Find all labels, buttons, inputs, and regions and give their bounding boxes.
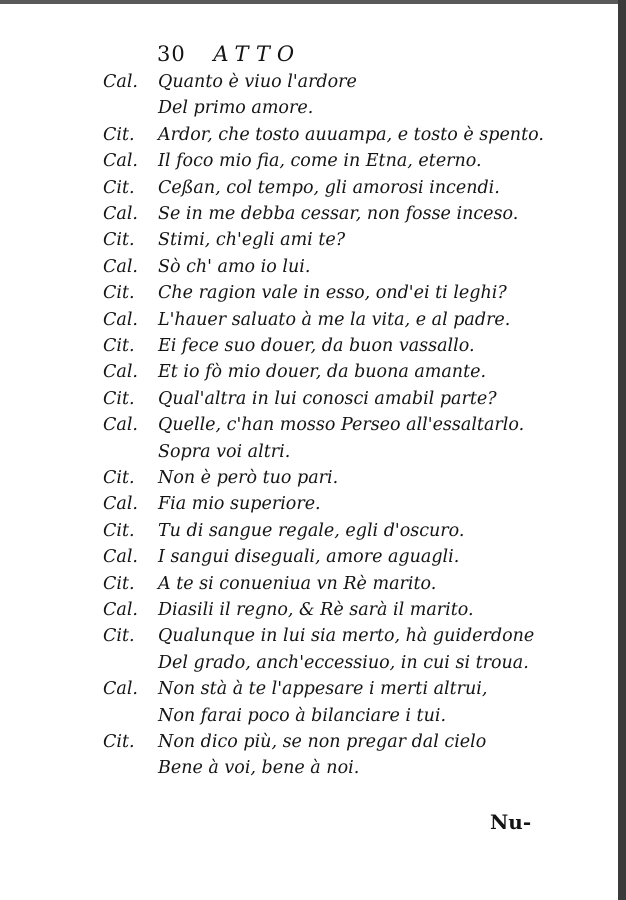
verse-text: Sopra voi altri.	[158, 441, 291, 462]
speaker-label: Cit.	[103, 388, 135, 409]
speaker-label: Cal.	[103, 309, 138, 330]
dialogue-line	[0, 574, 600, 600]
dialogue-line	[0, 732, 600, 758]
verse-text: Il foco mio fia, come in Etna, eterno.	[158, 151, 482, 172]
dialogue-line	[0, 72, 600, 98]
dialogue-line	[0, 547, 600, 573]
verse-text: Ceßan, col tempo, gli amorosi incendi.	[158, 177, 500, 198]
dialogue-line	[0, 442, 600, 468]
speaker-label: Cit.	[103, 283, 135, 304]
speaker-label: Cit.	[103, 626, 135, 647]
verse-text: Bene à voi, bene à noi.	[158, 758, 360, 779]
dialogue-line	[0, 758, 600, 784]
speaker-label: Cal.	[103, 151, 138, 172]
speaker-label: Cit.	[103, 177, 135, 198]
dialogue-line	[0, 230, 600, 256]
dialogue-line	[0, 494, 600, 520]
dialogue-line	[0, 151, 600, 177]
verse-text: Non stà à te l'appesare i merti altrui,	[158, 679, 488, 700]
verse-text: Ei fece suo douer, da buon vassallo.	[158, 336, 475, 356]
verse-text: Non farai poco à bilanciare i tui.	[158, 705, 447, 726]
dialogue-line	[0, 679, 600, 705]
verse-text: Qualunque in lui sia merto, hà guiderdone	[158, 626, 535, 647]
verse-text: Diasili il regno, & Rè sarà il marito.	[158, 600, 474, 620]
verse-text: Ardor, che tosto auuampa, e tosto è spento.	[158, 124, 544, 145]
speaker-label: Cit.	[103, 230, 135, 251]
speaker-label: Cit.	[103, 732, 135, 752]
verse-text: Non è però tuo pari.	[158, 468, 339, 488]
speaker-label: Cal.	[103, 600, 138, 620]
dialogue-line	[0, 204, 600, 230]
catchword: Nu-	[490, 810, 532, 834]
dialogue-line	[0, 389, 600, 415]
page-top-edge	[0, 0, 626, 4]
dialogue-line	[0, 653, 600, 679]
dialogue-line	[0, 283, 600, 309]
dialogue-line	[0, 336, 600, 362]
verse-text: Che ragion vale in esso, ond'ei ti leghi?	[158, 283, 507, 304]
dialogue-line	[0, 362, 600, 388]
dialogue-line	[0, 415, 600, 441]
verse-text: Quelle, c'han mosso Perseo all'essaltarlo.	[158, 415, 525, 436]
verse-text: I sangui diseguali, amore aguagli.	[158, 547, 460, 568]
dialogue-line	[0, 178, 600, 204]
verse-text: Del primo amore.	[158, 98, 314, 119]
page-number: 30	[157, 42, 186, 66]
speaker-label: Cal.	[103, 494, 138, 515]
verse-text: Non dico più, se non pregar dal cielo	[158, 732, 487, 752]
speaker-label: Cal.	[103, 204, 138, 224]
speaker-label: Cit.	[103, 468, 135, 488]
speaker-label: Cit.	[103, 336, 135, 356]
running-head	[157, 42, 301, 66]
speaker-label: Cal.	[103, 547, 138, 568]
verse-text: Qual'altra in lui conosci amabil parte?	[158, 388, 497, 409]
verse-text: Fia mio superiore.	[158, 494, 321, 515]
speaker-label: Cit.	[103, 520, 135, 541]
verse-text: L'hauer saluato à me la vita, e al padre.	[158, 309, 511, 330]
verse-text: Tu di sangue regale, egli d'oscuro.	[158, 520, 465, 541]
dialogue-line	[0, 468, 600, 494]
speaker-label: Cal.	[103, 72, 138, 92]
dialogue-line	[0, 125, 600, 151]
speaker-label: Cal.	[103, 679, 138, 700]
verse-text: A te si conueniua vn Rè marito.	[158, 573, 437, 594]
speaker-label: Cal.	[103, 256, 138, 277]
dialogue-line	[0, 626, 600, 652]
verse-text: Quanto è viuo l'ardore	[158, 72, 357, 92]
verse-text: Se in me debba cessar, non fosse inceso.	[158, 204, 519, 224]
speaker-label: Cit.	[103, 124, 135, 145]
dialogue-line	[0, 521, 600, 547]
dialogue-line	[0, 98, 600, 124]
speaker-label: Cit.	[103, 573, 135, 594]
verse-text: Del grado, anch'eccessiuo, in cui si troua.	[158, 652, 529, 673]
page-right-edge	[618, 0, 626, 900]
running-title: ATTO	[213, 42, 302, 66]
dialogue-line	[0, 310, 600, 336]
speaker-label: Cal.	[103, 415, 138, 436]
verse-text: Et io fò mio douer, da buona amante.	[158, 362, 487, 383]
speaker-label: Cal.	[103, 362, 138, 383]
dialogue-line	[0, 600, 600, 626]
dialogue-line	[0, 257, 600, 283]
verse-text: Sò ch' amo io lui.	[158, 256, 311, 277]
verse-text: Stimi, ch'egli ami te?	[158, 230, 346, 251]
dialogue-line	[0, 706, 600, 732]
